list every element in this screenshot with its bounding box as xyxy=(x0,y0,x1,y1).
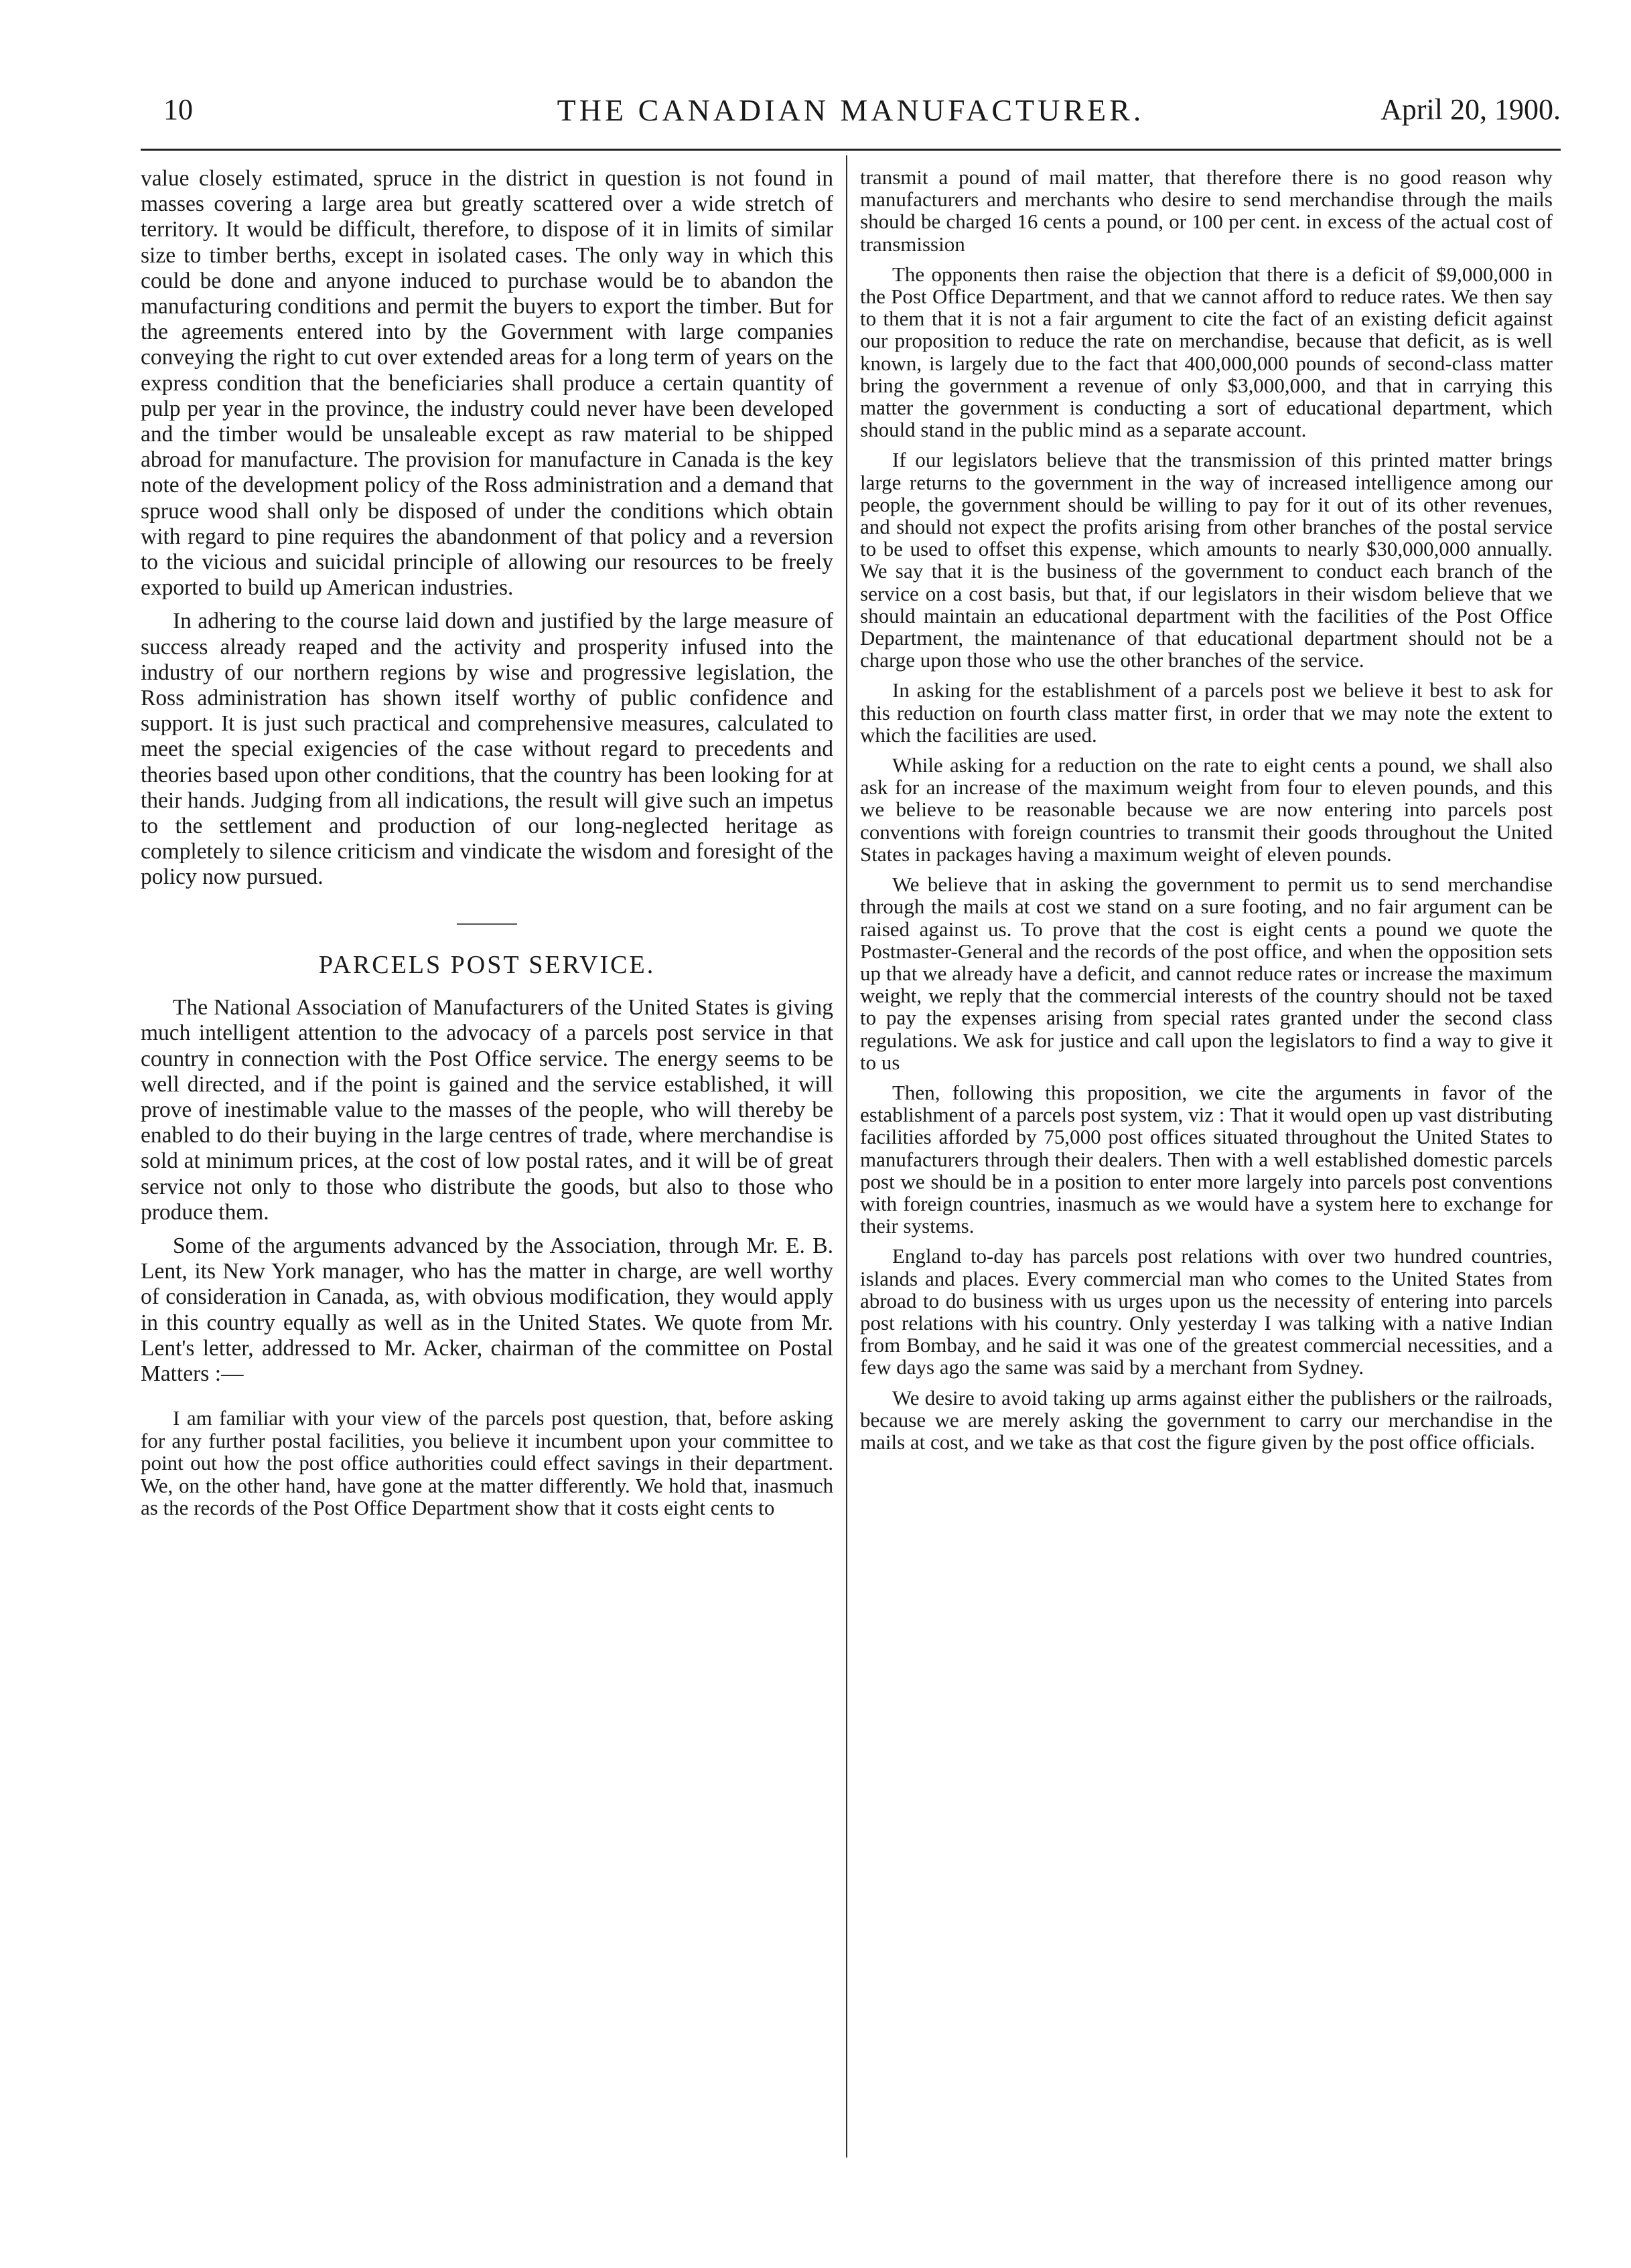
article-paragraph: The National Association of Manufacturers of the United States is giving much intelligent attention to the advocacy of a parcels post service in that country in connection with the Post Office service. The energy seems to be well directed, and if the point is gained and the service established, it will prove of inestimable value to the masses of the people, who will thereby be enabled to do their buying in the large centres of trade, where merchandise is sold at minimum prices, at the cost of low postal rates, and it will be of great service not only to those who distribute the goods, but also to those who produce them. xyxy=(141,995,833,1225)
article-paragraph: Then, following this proposition, we cite the arguments in favor of the establishment of a parcels post system, viz : That it would open up vast distributing facilities afforded by 75,000 post offices situated throughout the United States to manufacturers through their dealers. Then with a well established domestic parcels post we should be in a position to enter more largely into parcels post conventions with foreign countries, inasmuch as we would have a system here to exchange for their systems. xyxy=(860,1080,1553,1238)
article-paragraph: While asking for a reduction on the rate to eight cents a pound, we shall also ask for an increase of the maximum weight from four to eleven pounds, and this we believe to be reasonable because we are now entering into parcels post conventions with foreign countries to transmit their goods throughout the United States in packages having a maximum weight of eleven pounds. xyxy=(860,753,1553,866)
article-paragraph: If our legislators believe that the transmission of this printed matter brings large returns to the government in the way of increased intelligence among our people, the government should be willing to pay for it out of its other revenues, and should not expect the profits arising from other branches of the postal service to be used to offset this expense, which amounts to nearly $30,000,000 annually. We say that it is the business of the government to conduct each branch of the service on a cost basis, but that, if our legislators in their wisdom believe that we should maintain an educational department with the facilities of the Post Office Department, the maintenance of that educational department should not be a charge upon those who use the other branches of the service. xyxy=(860,448,1553,672)
right-column xyxy=(860,166,1553,1461)
article-paragraph: In asking for the establishment of a parcels post we believe it best to ask for this reduction on fourth class matter first, in order that we may note the extent to which the facilities are used. xyxy=(860,678,1553,747)
header-rule xyxy=(141,149,1561,151)
article-paragraph: England to-day has parcels post relations with over two hundred countries, islands and places. Every commercial man who comes to the United States from abroad to do business with us urges upon us the necessity of entering into parcels post relations with his country. Only yesterday I was talking with a native Indian from Bombay, and he said it was one of the greatest commercial necessities, and a few days ago the same was said by a merchant from Sydney. xyxy=(860,1244,1553,1379)
article-paragraph: Some of the arguments advanced by the Association, through Mr. E. B. Lent, its New York manager, who has the matter in charge, are well worthy of consideration in Canada, as, with obvious modification, they would apply in this country equally as well as in the United States. We quote from Mr. Lent's letter, addressed to Mr. Acker, chairman of the committee on Postal Matters :— xyxy=(141,1233,833,1386)
article-paragraph: value closely estimated, spruce in the district in question is not found in masses covering a large area but greatly scattered over a wide stretch of territory. It would be difficult, therefore, to dispose of it in limits of similar size to timber berths, except in isolated cases. The only way in which this could be done and anyone induced to purchase would be to abandon the manufacturing conditions and permit the buyers to export the timber. But for the agreements entered into by the Government with large companies conveying the right to cut over extended areas for a long term of years on the express condition that the beneficiaries shall produce a certain quantity of pulp per year in the province, the industry could never have been developed and the timber would be unsaleable except as raw material to be shipped abroad for manufacture. The provision for manufacture in Canada is the key note of the development policy of the Ross administration and a demand that spruce wood shall only be disposed of under the conditions which obtain with regard to pine requires the abandonment of that policy and a reversion to the vicious and suicidal principle of allowing our resources to be freely exported to build up American industries. xyxy=(141,166,833,601)
article-paragraph: transmit a pound of mail matter, that therefore there is no good reason why manufacturers and merchants who desire to send merchandise through the mails should be charged 16 cents a pound, or 100 per cent. in excess of the actual cost of transmission xyxy=(860,165,1553,256)
article-paragraph: In adhering to the course laid down and justified by the large measure of success already reaped and the activity and prosperity infused into the industry of our northern regions by wise and progressive legislation, the Ross administration has shown itself worthy of public confidence and support. It is just such practical and comprehensive measures, calculated to meet the special exigencies of the case without regard to precedents and theories based upon other conditions, that the country has been looking for at their hands. Judging from all indications, the result will give such an impetus to the settlement and production of our long-neglected heritage as completely to silence criticism and vindicate the wisdom and foresight of the policy now pursued. xyxy=(141,609,833,890)
publication-title: THE CANADIAN MANUFACTURER. xyxy=(557,93,1145,127)
article-paragraph: The opponents then raise the objection that there is a deficit of $9,000,000 in the Post Office Department, and that we cannot afford to reduce rates. We then say to them that it is not a fair argument to cite the fact of an existing deficit against our proposition to reduce the rate on merchandise, because that deficit, as is well known, is largely due to the fact that 400,000,000 pounds of second-class matter bring the government a revenue of only $3,000,000, and that in carrying this matter the government is conducting a sort of educational department, which should stand in the public mind as a separate account. xyxy=(860,262,1553,442)
issue-date: April 20, 1900. xyxy=(1380,93,1561,126)
column-divider xyxy=(846,155,847,2158)
section-heading: PARCELS POST SERVICE. xyxy=(318,950,656,979)
page-header xyxy=(141,92,1561,133)
article-paragraph: We desire to avoid taking up arms against either the publishers or the railroads, because we are merely asking the government to carry our merchandise in the mails at cost, and we take as that cost the figure given by the post office officials. xyxy=(860,1385,1553,1454)
section-separator xyxy=(141,905,833,931)
left-column xyxy=(141,166,833,1527)
article-paragraph: We believe that in asking the government to permit us to send merchandise through the mails at cost we stand on a sure footing, and no fair argument can be raised against us. To prove that the cost is eight cents a pound we quote the Postmaster-General and the records of the post office, and when the opposition sets up that we already have a deficit, and cannot reduce rates or increase the maximum weight, we reply that the commercial interests of the country should not be taxed to pay the expenses arising from special rates granted under the second class regulations. We ask for justice and call upon the legislators to find a way to give it to us xyxy=(860,873,1553,1074)
quoted-letter: I am familiar with your view of the parcels post question, that, before asking for any further postal facilities, you believe it incumbent upon your committee to point out how the post office authorities could effect savings in their department. We, on the other hand, have gone at the matter differently. We hold that, inasmuch as the records of the Post Office Department show that it costs eight cents to xyxy=(141,1406,833,1520)
page-number: 10 xyxy=(163,93,193,126)
